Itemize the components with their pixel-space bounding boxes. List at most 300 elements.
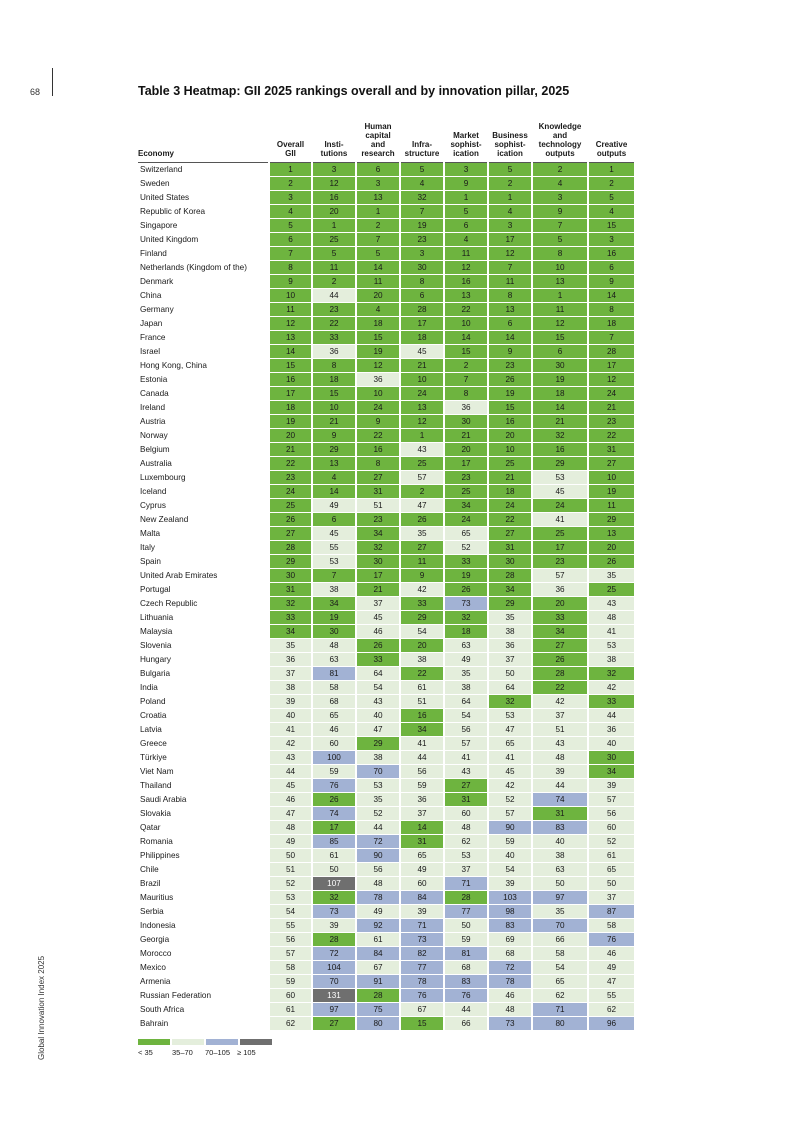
col-header-infrastructure: Infra- structure (401, 117, 443, 163)
rank-cell-business: 16 (489, 415, 531, 429)
rank-cell-inst: 10 (313, 401, 355, 415)
rank-cell-market: 64 (445, 695, 487, 709)
rank-cell-kt: 53 (533, 471, 587, 485)
rank-cell-gii: 24 (270, 485, 311, 499)
col-header-human-capital: Human capital and research (357, 117, 399, 163)
rank-cell-gii: 53 (270, 891, 311, 905)
rank-cell-business: 5 (489, 163, 531, 177)
rank-cell-market: 16 (445, 275, 487, 289)
rank-cell-gii: 32 (270, 597, 311, 611)
economy-name: Slovakia (138, 807, 268, 821)
rank-cell-inst: 49 (313, 499, 355, 513)
rank-cell-infra: 19 (401, 219, 443, 233)
rank-cell-market: 60 (445, 807, 487, 821)
col-header-knowledge-technology: Knowledge and technology outputs (533, 117, 587, 163)
rank-cell-creative: 35 (589, 569, 634, 583)
table-row (138, 793, 634, 807)
rank-cell-inst: 36 (313, 345, 355, 359)
rank-cell-infra: 54 (401, 625, 443, 639)
rank-cell-hc: 92 (357, 919, 399, 933)
rank-cell-kt: 16 (533, 443, 587, 457)
rank-cell-creative: 76 (589, 933, 634, 947)
rank-cell-creative: 44 (589, 709, 634, 723)
economy-name: Iceland (138, 485, 268, 499)
rank-cell-hc: 20 (357, 289, 399, 303)
rank-cell-inst: 11 (313, 261, 355, 275)
rank-cell-inst: 107 (313, 877, 355, 891)
economy-name: China (138, 289, 268, 303)
economy-name: New Zealand (138, 513, 268, 527)
rank-cell-market: 41 (445, 751, 487, 765)
rank-cell-creative: 14 (589, 289, 634, 303)
rank-cell-business: 32 (489, 695, 531, 709)
page-number-divider (52, 68, 53, 96)
rank-cell-hc: 4 (357, 303, 399, 317)
table-row (138, 289, 634, 303)
rank-cell-kt: 80 (533, 1017, 587, 1031)
table-row (138, 905, 634, 919)
rank-cell-inst: 29 (313, 443, 355, 457)
rank-cell-market: 33 (445, 555, 487, 569)
rank-cell-business: 17 (489, 233, 531, 247)
rank-cell-infra: 4 (401, 177, 443, 191)
economy-name: Ireland (138, 401, 268, 415)
rank-cell-market: 12 (445, 261, 487, 275)
economy-name: Poland (138, 695, 268, 709)
rank-cell-infra: 30 (401, 261, 443, 275)
rank-cell-market: 14 (445, 331, 487, 345)
rank-cell-gii: 14 (270, 345, 311, 359)
table-row (138, 611, 634, 625)
rank-cell-kt: 29 (533, 457, 587, 471)
table-row (138, 331, 634, 345)
legend-swatch-green (138, 1039, 170, 1045)
rank-cell-kt: 6 (533, 345, 587, 359)
rank-cell-kt: 3 (533, 191, 587, 205)
rank-cell-hc: 53 (357, 779, 399, 793)
rank-cell-gii: 58 (270, 961, 311, 975)
rank-cell-infra: 71 (401, 919, 443, 933)
rank-cell-infra: 8 (401, 275, 443, 289)
rank-cell-kt: 39 (533, 765, 587, 779)
rank-cell-creative: 49 (589, 961, 634, 975)
rank-cell-hc: 46 (357, 625, 399, 639)
rank-cell-kt: 11 (533, 303, 587, 317)
rank-cell-hc: 67 (357, 961, 399, 975)
rank-cell-gii: 10 (270, 289, 311, 303)
rank-cell-inst: 32 (313, 891, 355, 905)
table-row (138, 177, 634, 191)
rank-cell-business: 38 (489, 625, 531, 639)
rank-cell-gii: 51 (270, 863, 311, 877)
rank-cell-market: 27 (445, 779, 487, 793)
rank-cell-kt: 4 (533, 177, 587, 191)
rank-cell-gii: 17 (270, 387, 311, 401)
rank-cell-infra: 82 (401, 947, 443, 961)
rank-cell-market: 76 (445, 989, 487, 1003)
rank-cell-hc: 16 (357, 443, 399, 457)
rank-cell-gii: 30 (270, 569, 311, 583)
rank-cell-business: 18 (489, 485, 531, 499)
rank-cell-gii: 62 (270, 1017, 311, 1031)
rank-cell-infra: 23 (401, 233, 443, 247)
rank-cell-kt: 38 (533, 849, 587, 863)
rank-cell-inst: 65 (313, 709, 355, 723)
rank-cell-business: 57 (489, 807, 531, 821)
header-row (138, 117, 634, 163)
rank-cell-hc: 33 (357, 653, 399, 667)
rank-cell-creative: 13 (589, 527, 634, 541)
rank-cell-creative: 9 (589, 275, 634, 289)
rank-cell-kt: 63 (533, 863, 587, 877)
rank-cell-inst: 81 (313, 667, 355, 681)
rank-cell-infra: 15 (401, 1017, 443, 1031)
rank-cell-hc: 35 (357, 793, 399, 807)
rank-cell-gii: 2 (270, 177, 311, 191)
rank-cell-gii: 21 (270, 443, 311, 457)
rank-cell-market: 9 (445, 177, 487, 191)
rank-cell-hc: 54 (357, 681, 399, 695)
rank-cell-hc: 8 (357, 457, 399, 471)
rank-cell-hc: 48 (357, 877, 399, 891)
table-row (138, 275, 634, 289)
rank-cell-creative: 18 (589, 317, 634, 331)
rank-cell-creative: 55 (589, 989, 634, 1003)
rank-cell-infra: 2 (401, 485, 443, 499)
table-row (138, 849, 634, 863)
rank-cell-business: 78 (489, 975, 531, 989)
rank-cell-business: 24 (489, 499, 531, 513)
rank-cell-gii: 44 (270, 765, 311, 779)
rank-cell-kt: 10 (533, 261, 587, 275)
rank-cell-kt: 71 (533, 1003, 587, 1017)
rank-cell-gii: 54 (270, 905, 311, 919)
rank-cell-hc: 21 (357, 583, 399, 597)
table-row (138, 499, 634, 513)
rank-cell-hc: 29 (357, 737, 399, 751)
rank-cell-kt: 22 (533, 681, 587, 695)
rank-cell-market: 32 (445, 611, 487, 625)
rank-cell-infra: 29 (401, 611, 443, 625)
side-label: Global Innovation Index 2025 (37, 955, 46, 1060)
rank-cell-hc: 1 (357, 205, 399, 219)
rank-cell-market: 30 (445, 415, 487, 429)
rank-cell-inst: 72 (313, 947, 355, 961)
rank-cell-kt: 2 (533, 163, 587, 177)
page-number: 68 (30, 87, 41, 97)
table-row (138, 163, 634, 177)
rank-cell-kt: 65 (533, 975, 587, 989)
rank-cell-market: 18 (445, 625, 487, 639)
rank-cell-gii: 48 (270, 821, 311, 835)
rank-cell-creative: 60 (589, 821, 634, 835)
rank-cell-business: 25 (489, 457, 531, 471)
rank-cell-creative: 30 (589, 751, 634, 765)
rank-cell-market: 57 (445, 737, 487, 751)
rank-cell-gii: 9 (270, 275, 311, 289)
rank-cell-hc: 49 (357, 905, 399, 919)
rank-cell-infra: 20 (401, 639, 443, 653)
legend-label: < 35 (138, 1048, 153, 1057)
table-row (138, 933, 634, 947)
rank-cell-hc: 43 (357, 695, 399, 709)
economy-name: Portugal (138, 583, 268, 597)
rank-cell-business: 15 (489, 401, 531, 415)
rank-cell-market: 50 (445, 919, 487, 933)
rank-cell-business: 36 (489, 639, 531, 653)
economy-name: Belgium (138, 443, 268, 457)
rank-cell-infra: 28 (401, 303, 443, 317)
rank-cell-creative: 87 (589, 905, 634, 919)
rank-cell-hc: 7 (357, 233, 399, 247)
rank-cell-creative: 38 (589, 653, 634, 667)
rank-cell-inst: 12 (313, 177, 355, 191)
table-row (138, 247, 634, 261)
rank-cell-creative: 2 (589, 177, 634, 191)
rank-cell-creative: 58 (589, 919, 634, 933)
rank-cell-creative: 40 (589, 737, 634, 751)
rank-cell-hc: 44 (357, 821, 399, 835)
rank-cell-inst: 44 (313, 289, 355, 303)
rank-cell-business: 26 (489, 373, 531, 387)
table-row (138, 569, 634, 583)
rank-cell-kt: 1 (533, 289, 587, 303)
rank-cell-inst: 55 (313, 541, 355, 555)
rank-cell-creative: 3 (589, 233, 634, 247)
rank-cell-business: 21 (489, 471, 531, 485)
rank-cell-inst: 38 (313, 583, 355, 597)
rank-cell-kt: 54 (533, 961, 587, 975)
rank-cell-gii: 59 (270, 975, 311, 989)
rank-cell-infra: 76 (401, 989, 443, 1003)
table-row (138, 485, 634, 499)
rank-cell-gii: 37 (270, 667, 311, 681)
rank-cell-market: 7 (445, 373, 487, 387)
rank-cell-hc: 12 (357, 359, 399, 373)
rank-cell-kt: 48 (533, 751, 587, 765)
economy-name: Sweden (138, 177, 268, 191)
table-row (138, 653, 634, 667)
rank-cell-gii: 38 (270, 681, 311, 695)
rank-cell-infra: 51 (401, 695, 443, 709)
rank-cell-inst: 131 (313, 989, 355, 1003)
rank-cell-inst: 4 (313, 471, 355, 485)
rank-cell-market: 62 (445, 835, 487, 849)
rank-cell-market: 15 (445, 345, 487, 359)
rank-cell-hc: 47 (357, 723, 399, 737)
rank-cell-hc: 40 (357, 709, 399, 723)
economy-name: Estonia (138, 373, 268, 387)
table-row (138, 429, 634, 443)
rank-cell-market: 35 (445, 667, 487, 681)
table-row (138, 597, 634, 611)
table-row (138, 261, 634, 275)
rank-cell-inst: 60 (313, 737, 355, 751)
rank-cell-kt: 23 (533, 555, 587, 569)
economy-name: Canada (138, 387, 268, 401)
rank-cell-business: 11 (489, 275, 531, 289)
rank-cell-inst: 27 (313, 1017, 355, 1031)
rank-cell-gii: 19 (270, 415, 311, 429)
economy-name: Mexico (138, 961, 268, 975)
rank-cell-infra: 13 (401, 401, 443, 415)
rank-cell-market: 19 (445, 569, 487, 583)
economy-name: United States (138, 191, 268, 205)
legend-label: 70–105 (205, 1048, 231, 1057)
rank-cell-infra: 21 (401, 359, 443, 373)
rank-cell-gii: 23 (270, 471, 311, 485)
rank-cell-infra: 45 (401, 345, 443, 359)
economy-name: Denmark (138, 275, 268, 289)
rank-cell-inst: 61 (313, 849, 355, 863)
rank-cell-inst: 13 (313, 457, 355, 471)
rank-cell-infra: 78 (401, 975, 443, 989)
rank-cell-business: 4 (489, 205, 531, 219)
rank-cell-hc: 72 (357, 835, 399, 849)
rank-cell-infra: 41 (401, 737, 443, 751)
rank-cell-market: 44 (445, 1003, 487, 1017)
rank-cell-kt: 41 (533, 513, 587, 527)
rank-cell-hc: 26 (357, 639, 399, 653)
rank-cell-inst: 1 (313, 219, 355, 233)
economy-name: Bahrain (138, 1017, 268, 1031)
economy-name: United Arab Emirates (138, 569, 268, 583)
rank-cell-business: 42 (489, 779, 531, 793)
rank-cell-hc: 36 (357, 373, 399, 387)
rank-cell-hc: 23 (357, 513, 399, 527)
rank-cell-inst: 18 (313, 373, 355, 387)
rank-cell-inst: 73 (313, 905, 355, 919)
economy-name: Armenia (138, 975, 268, 989)
rank-cell-hc: 80 (357, 1017, 399, 1031)
rank-cell-market: 28 (445, 891, 487, 905)
rank-cell-business: 9 (489, 345, 531, 359)
rank-cell-business: 3 (489, 219, 531, 233)
economy-name: Hungary (138, 653, 268, 667)
rank-cell-market: 36 (445, 401, 487, 415)
table-row (138, 807, 634, 821)
table-row (138, 751, 634, 765)
table-row (138, 723, 634, 737)
rank-cell-gii: 26 (270, 513, 311, 527)
rank-cell-inst: 59 (313, 765, 355, 779)
rank-cell-gii: 6 (270, 233, 311, 247)
rank-cell-gii: 46 (270, 793, 311, 807)
rank-cell-creative: 41 (589, 625, 634, 639)
economy-name: Norway (138, 429, 268, 443)
rank-cell-creative: 12 (589, 373, 634, 387)
rank-cell-kt: 19 (533, 373, 587, 387)
col-header-institutions: Insti- tutions (313, 117, 355, 163)
economy-name: Finland (138, 247, 268, 261)
rank-cell-business: 34 (489, 583, 531, 597)
rank-cell-market: 3 (445, 163, 487, 177)
rank-cell-hc: 70 (357, 765, 399, 779)
economy-name: Republic of Korea (138, 205, 268, 219)
rank-cell-infra: 47 (401, 499, 443, 513)
economy-name: Brazil (138, 877, 268, 891)
economy-name: Morocco (138, 947, 268, 961)
rank-cell-hc: 32 (357, 541, 399, 555)
rank-cell-hc: 61 (357, 933, 399, 947)
rank-cell-infra: 5 (401, 163, 443, 177)
rank-cell-creative: 46 (589, 947, 634, 961)
rank-cell-business: 12 (489, 247, 531, 261)
rank-cell-hc: 6 (357, 163, 399, 177)
economy-name: Qatar (138, 821, 268, 835)
rank-cell-infra: 67 (401, 1003, 443, 1017)
rank-cell-kt: 34 (533, 625, 587, 639)
table-row (138, 835, 634, 849)
rank-cell-market: 34 (445, 499, 487, 513)
rank-cell-infra: 24 (401, 387, 443, 401)
rank-cell-gii: 4 (270, 205, 311, 219)
rank-cell-creative: 27 (589, 457, 634, 471)
rank-cell-infra: 59 (401, 779, 443, 793)
rank-cell-infra: 12 (401, 415, 443, 429)
rank-cell-creative: 42 (589, 681, 634, 695)
rank-cell-kt: 37 (533, 709, 587, 723)
rank-cell-gii: 7 (270, 247, 311, 261)
rank-cell-hc: 30 (357, 555, 399, 569)
rank-cell-market: 21 (445, 429, 487, 443)
rank-cell-kt: 33 (533, 611, 587, 625)
rank-cell-gii: 16 (270, 373, 311, 387)
rank-cell-infra: 27 (401, 541, 443, 555)
table-row (138, 919, 634, 933)
economy-name: Israel (138, 345, 268, 359)
economy-name: Türkiye (138, 751, 268, 765)
rank-cell-business: 22 (489, 513, 531, 527)
rank-cell-kt: 9 (533, 205, 587, 219)
rank-cell-hc: 51 (357, 499, 399, 513)
col-header-market-sophistication: Market sophist- ication (445, 117, 487, 163)
economy-name: Slovenia (138, 639, 268, 653)
rank-cell-market: 2 (445, 359, 487, 373)
rank-cell-gii: 33 (270, 611, 311, 625)
rank-cell-market: 43 (445, 765, 487, 779)
table-row (138, 541, 634, 555)
economy-name: Malta (138, 527, 268, 541)
rank-cell-kt: 14 (533, 401, 587, 415)
rank-cell-kt: 40 (533, 835, 587, 849)
rank-cell-hc: 84 (357, 947, 399, 961)
rank-cell-gii: 12 (270, 317, 311, 331)
economy-name: Spain (138, 555, 268, 569)
economy-name: Japan (138, 317, 268, 331)
table-row (138, 415, 634, 429)
rank-cell-infra: 10 (401, 373, 443, 387)
rank-cell-hc: 56 (357, 863, 399, 877)
rank-cell-infra: 18 (401, 331, 443, 345)
rank-cell-gii: 52 (270, 877, 311, 891)
rank-cell-inst: 19 (313, 611, 355, 625)
rank-cell-infra: 33 (401, 597, 443, 611)
rank-cell-market: 71 (445, 877, 487, 891)
rank-cell-gii: 35 (270, 639, 311, 653)
rank-cell-creative: 31 (589, 443, 634, 457)
rank-cell-gii: 43 (270, 751, 311, 765)
heatmap-table (136, 117, 636, 1031)
rank-cell-inst: 9 (313, 429, 355, 443)
table-row (138, 1017, 634, 1031)
rank-cell-gii: 22 (270, 457, 311, 471)
rank-cell-infra: 17 (401, 317, 443, 331)
rank-cell-kt: 83 (533, 821, 587, 835)
rank-cell-inst: 76 (313, 779, 355, 793)
rank-cell-market: 37 (445, 863, 487, 877)
rank-cell-creative: 53 (589, 639, 634, 653)
